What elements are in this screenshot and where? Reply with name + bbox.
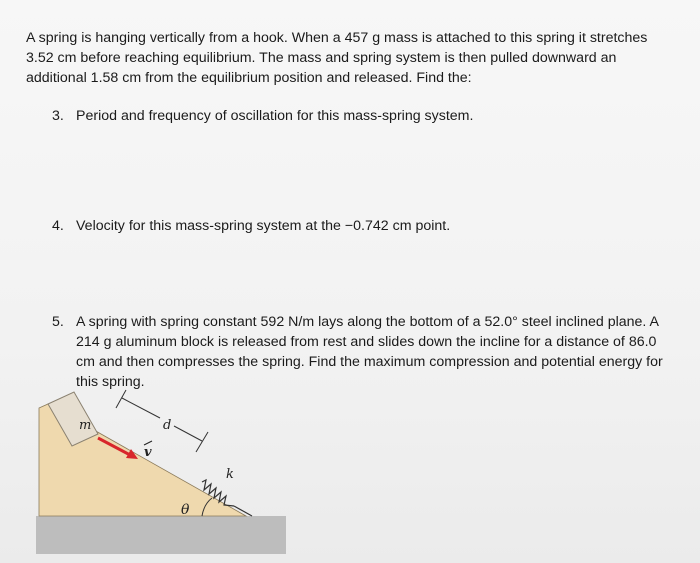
mass-label: m: [79, 418, 92, 433]
velocity-label: v: [144, 445, 152, 460]
distance-label: d: [163, 418, 172, 433]
question-3: [52, 106, 672, 126]
question-number: 5.: [52, 314, 64, 330]
question-text: A spring with spring constant 592 N/m lays along the bottom of a 52.0° steel inclined plane. A 214 g aluminum block is released from rest and slides down the incline for a distance of 86.0 cm and then compresses the spring. Find the maximum compression and potential energy for this spring.: [76, 314, 663, 390]
distance-tick-end: [196, 432, 208, 452]
angle-label: θ: [181, 502, 190, 518]
ground: [36, 516, 286, 554]
question-number: 4.: [52, 218, 64, 234]
question-text: Velocity for this mass-spring system at the −0.742 cm point.: [76, 218, 451, 234]
question-4: [52, 216, 672, 236]
question-5: [52, 312, 672, 392]
question-text: Period and frequency of oscillation for this mass-spring system.: [76, 108, 474, 124]
question-number: 3.: [52, 108, 64, 124]
distance-line-a: [122, 398, 160, 418]
problem-intro: A spring is hanging vertically from a hook. When a 457 g mass is attached to this spring it stretches 3.52 cm before reaching equilibrium. The mass and spring system is then pulled downward an additional 1.58 cm from the equilibrium position and released. Find the:: [26, 30, 648, 86]
incline-spring-diagram: [36, 386, 286, 556]
distance-line-b: [174, 426, 202, 441]
spring-constant-label: k: [226, 467, 234, 482]
